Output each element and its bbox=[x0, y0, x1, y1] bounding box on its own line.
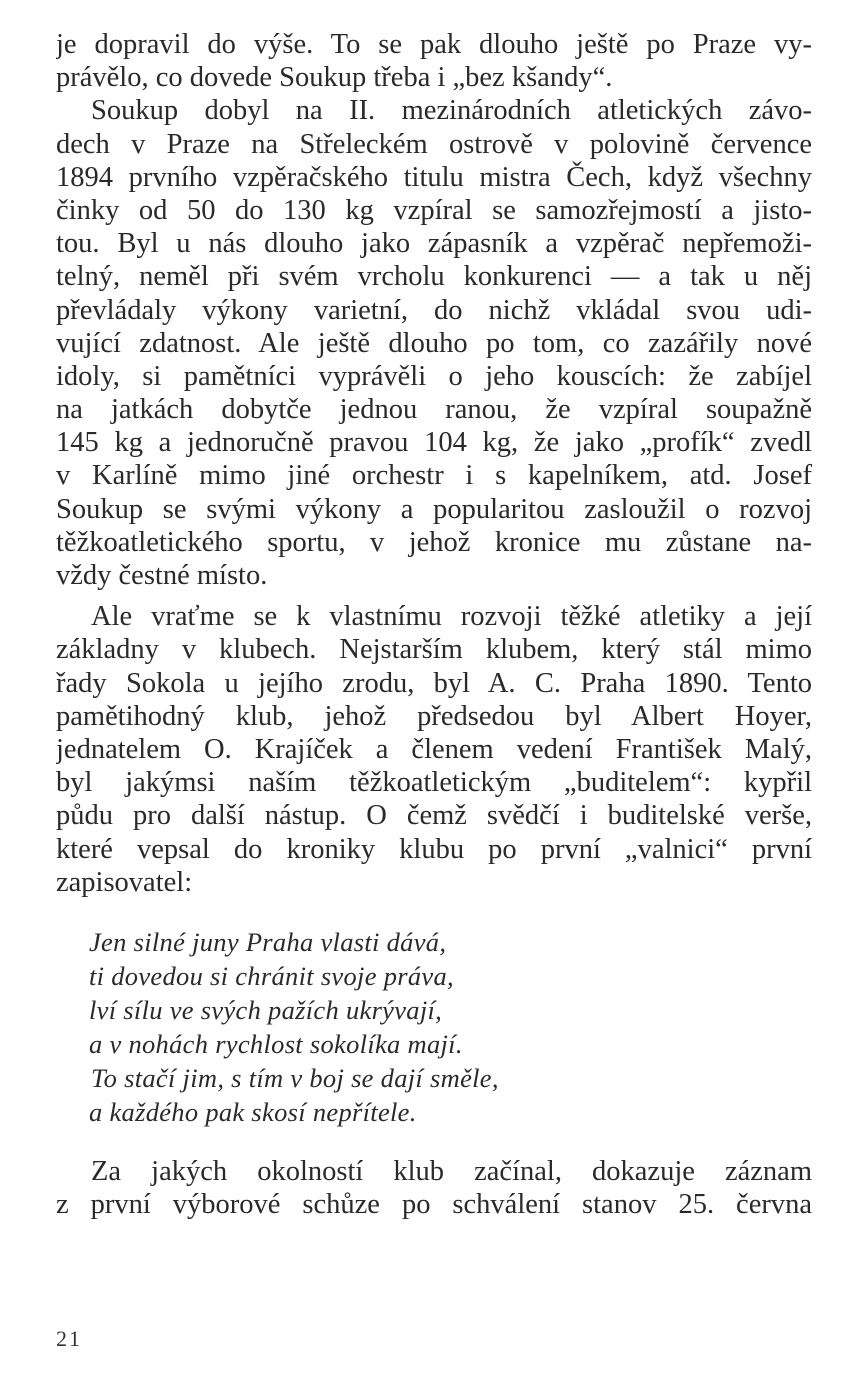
text-line: Za jakých okolností klub začínal, dokazuje záznam bbox=[91, 1155, 812, 1187]
text-line: na jatkách dobytče jednou ranou, že vzpíral soupažně bbox=[56, 394, 812, 426]
text-line: jednatelem O. Krajíček a členem vedení František Malý, bbox=[56, 733, 812, 765]
text-line: činky od 50 do 130 kg vzpíral se samozřejmostí a jisto- bbox=[56, 194, 812, 226]
poem-line: ti dovedou si chránit svoje práva, bbox=[89, 960, 454, 991]
text-line: právělo, co dovede Soukup třeba i „bez kšandy“. bbox=[56, 62, 613, 94]
text-line: vždy čestné místo. bbox=[56, 560, 268, 591]
text-line: Soukup se svými výkony a popularitou zasloužil o rozvoj bbox=[56, 493, 812, 525]
text-line: těžkoatletického sportu, v jehož kronice mu zůstane na- bbox=[56, 526, 812, 558]
page-number: 21 bbox=[56, 1326, 82, 1351]
text-line: převládaly výkony varietní, do nichž vkládal svou udi- bbox=[56, 294, 812, 326]
poem-line: Jen silné juny Praha vlasti dává, bbox=[89, 926, 447, 957]
paragraph-closing bbox=[56, 1155, 812, 1221]
poem-line: a každého pak skosí nepřítele. bbox=[89, 1096, 417, 1127]
paragraph-clubs bbox=[56, 600, 812, 899]
paragraph-soukup bbox=[56, 94, 812, 592]
text-line: vující zdatnost. Ale ještě dlouho po tom, co zazářily nové bbox=[56, 327, 812, 359]
poem-line: To stačí jim, s tím v boj se dají směle, bbox=[91, 1062, 499, 1093]
poem-line: a v nohách rychlost sokolíka mají. bbox=[89, 1028, 463, 1059]
poem-verses bbox=[89, 925, 812, 1129]
text-line: byl jakýmsi naším těžkoatletickým „buditelem“: kypřil bbox=[56, 767, 812, 799]
text-line: které vepsal do kroniky klubu po první „valnici“ první bbox=[56, 833, 812, 865]
text-line: telný, neměl při svém vrcholu konkurenci — a tak u něj bbox=[56, 261, 812, 293]
text-line: řady Sokola u jejího zrodu, byl A. C. Praha 1890. Tento bbox=[56, 667, 812, 699]
text-line: idoly, si pamětníci vyprávěli o jeho kouscích: že zabíjel bbox=[56, 360, 812, 392]
text-line: základny v klubech. Nejstarším klubem, který stál mimo bbox=[56, 634, 812, 666]
poem-line: lví sílu ve svých pažích ukrývají, bbox=[89, 994, 443, 1025]
text-line: zapisovatel: bbox=[56, 866, 193, 898]
paragraph-continuation bbox=[56, 28, 812, 94]
text-line: pamětihodný klub, jehož předsedou byl Albert Hoyer, bbox=[56, 700, 812, 732]
text-line: je dopravil do výše. To se pak dlouho ještě po Praze vy- bbox=[56, 29, 812, 60]
text-line: 1894 prvního vzpěračského titulu mistra Čech, když všechny bbox=[56, 161, 812, 193]
text-line: dech v Praze na Střeleckém ostrově v polovině července bbox=[56, 128, 812, 160]
text-line: Soukup dobyl na II. mezinárodních atletických závo- bbox=[91, 95, 812, 127]
text-line: 145 kg a jednoručně pravou 104 kg, že jako „profík“ zvedl bbox=[56, 427, 812, 459]
text-line: v Karlíně mimo jiné orchestr i s kapelníkem, atd. Josef bbox=[56, 460, 812, 492]
text-line: tou. Byl u nás dlouho jako zápasník a vzpěrač nepřemoži- bbox=[56, 228, 812, 260]
text-line: Ale vraťme se k vlastnímu rozvoji těžké atletiky a její bbox=[91, 601, 812, 633]
page-body bbox=[56, 28, 812, 1221]
text-line: půdu pro další nástup. O čemž svědčí i buditelské verše, bbox=[56, 800, 812, 832]
text-line: z první výborové schůze po schválení stanov 25. června bbox=[56, 1189, 812, 1221]
